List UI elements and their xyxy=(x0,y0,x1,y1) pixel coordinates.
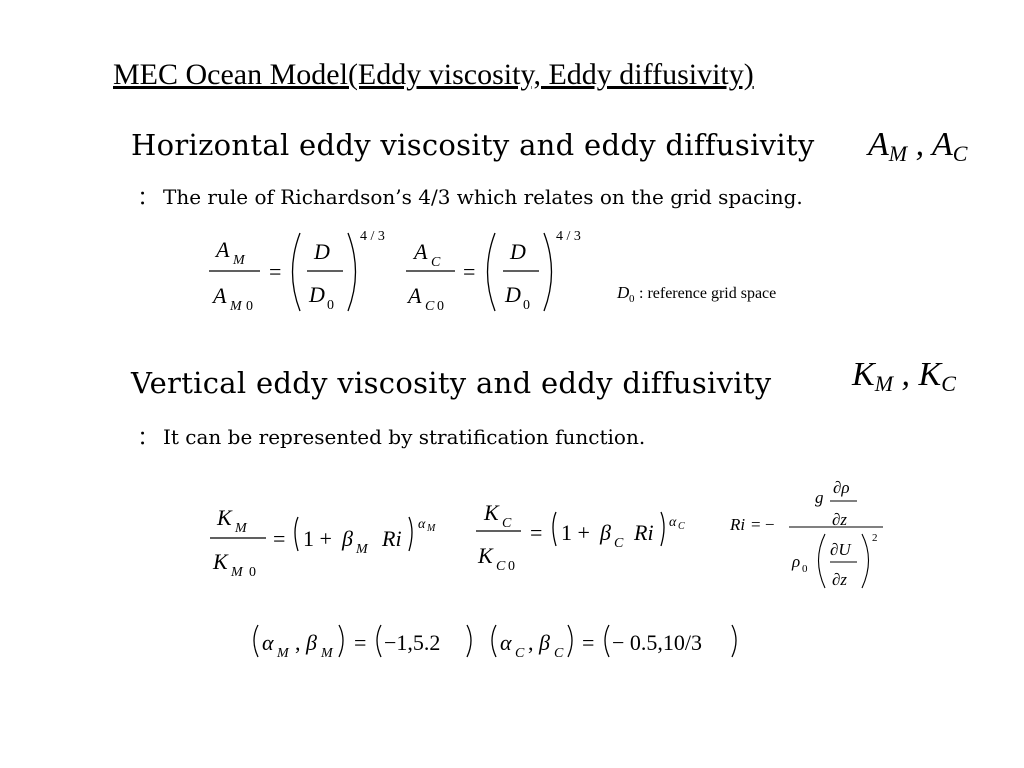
svg-text:− 0.5,10/3: − 0.5,10/3 xyxy=(612,630,703,655)
svg-text:A: A xyxy=(408,283,422,308)
svg-text:D: D xyxy=(617,283,630,302)
vertical-description: It can be represented by stratification function. xyxy=(163,425,646,449)
params-c xyxy=(492,625,736,661)
horizontal-description: The rule of Richardson’s 4/3 which relates on the grid spacing. xyxy=(163,185,803,209)
svg-text:C: C xyxy=(515,646,525,661)
svg-text:,: , xyxy=(295,630,301,655)
svg-text:D: D xyxy=(510,239,526,264)
svg-text:=: = xyxy=(354,630,367,655)
svg-text:C: C xyxy=(425,299,435,314)
slide-title: MEC Ocean Model(Eddy viscosity, Eddy diffusivity) xyxy=(113,58,754,91)
svg-text:α: α xyxy=(262,630,274,655)
svg-text:M: M xyxy=(277,646,289,661)
svg-text:=: = xyxy=(582,630,595,655)
svg-text:α: α xyxy=(418,517,426,532)
svg-text:A: A xyxy=(414,239,428,264)
equation-km xyxy=(210,505,436,580)
svg-text:Ri: Ri xyxy=(382,526,402,551)
svg-text:A: A xyxy=(216,237,230,262)
svg-text:β: β xyxy=(306,630,317,655)
svg-text:ρ: ρ xyxy=(792,552,801,571)
svg-text:Ri: Ri xyxy=(634,520,654,545)
svg-text:= −: = − xyxy=(751,515,775,534)
svg-text:0: 0 xyxy=(508,559,515,574)
svg-text:4 / 3: 4 / 3 xyxy=(556,229,581,244)
svg-text:K: K xyxy=(213,549,228,574)
svg-text:C: C xyxy=(431,255,441,270)
svg-text:C: C xyxy=(496,559,506,574)
reference-note xyxy=(616,283,776,305)
svg-text:0: 0 xyxy=(249,565,256,580)
equation-kc xyxy=(476,500,685,574)
svg-text:2: 2 xyxy=(872,532,878,544)
svg-text:β: β xyxy=(539,630,550,655)
svg-text:K: K xyxy=(484,500,499,525)
equation-am xyxy=(209,229,385,314)
svg-text:: reference grid space: : reference grid space xyxy=(639,285,777,302)
svg-text:0: 0 xyxy=(523,298,530,313)
equation-ri xyxy=(729,478,883,589)
svg-text:C: C xyxy=(678,521,685,532)
horizontal-heading: Horizontal eddy viscosity and eddy diffusivity xyxy=(131,128,815,162)
svg-text:D: D xyxy=(314,239,330,264)
svg-text:0: 0 xyxy=(437,299,444,314)
svg-text:∂z: ∂z xyxy=(832,570,848,589)
params-m xyxy=(254,625,471,661)
svg-text:β: β xyxy=(600,520,611,545)
svg-text:−1,5.2: −1,5.2 xyxy=(384,630,441,655)
svg-text:4 / 3: 4 / 3 xyxy=(360,229,385,244)
svg-text:M: M xyxy=(230,299,242,314)
svg-text:K: K xyxy=(217,505,232,530)
svg-text:M: M xyxy=(233,253,245,268)
vertical-symbols: $K_M$ , $K_C$ xyxy=(852,356,956,396)
svg-text:C: C xyxy=(614,536,624,551)
svg-text:M: M xyxy=(427,523,436,534)
svg-text:M: M xyxy=(356,542,368,557)
svg-text:,: , xyxy=(528,630,534,655)
svg-text:β: β xyxy=(342,526,353,551)
svg-text:∂z: ∂z xyxy=(832,510,848,529)
vertical-heading: Vertical eddy viscosity and eddy diffusivity xyxy=(131,366,772,400)
svg-text:=: = xyxy=(273,526,286,551)
svg-text:M: M xyxy=(321,646,333,661)
svg-text:M: M xyxy=(231,565,243,580)
svg-text:1 +: 1 + xyxy=(303,526,332,551)
svg-text:A: A xyxy=(213,283,227,308)
svg-text:D: D xyxy=(505,282,521,307)
svg-text:M: M xyxy=(235,521,247,536)
svg-text:∂U: ∂U xyxy=(830,540,851,559)
svg-text:∂ρ: ∂ρ xyxy=(833,478,850,497)
colon-mark: ： xyxy=(137,183,161,211)
svg-text:K: K xyxy=(478,543,493,568)
colon-mark: ： xyxy=(137,423,161,451)
svg-text:C: C xyxy=(554,646,564,661)
svg-text:D: D xyxy=(309,282,325,307)
svg-text:0: 0 xyxy=(246,299,253,314)
svg-text:=: = xyxy=(463,259,476,284)
horizontal-symbols: $A_M$ , $A_C$ xyxy=(868,126,968,166)
svg-text:C: C xyxy=(502,516,512,531)
equation-ac xyxy=(406,229,581,314)
svg-text:Ri: Ri xyxy=(730,515,746,534)
svg-text:=: = xyxy=(530,520,543,545)
svg-text:0: 0 xyxy=(802,563,808,575)
svg-text:1 +: 1 + xyxy=(561,520,590,545)
svg-text:α: α xyxy=(500,630,512,655)
svg-text:α: α xyxy=(669,515,677,530)
svg-text:0: 0 xyxy=(629,293,635,305)
svg-text:=: = xyxy=(269,259,282,284)
svg-text:g: g xyxy=(815,488,824,507)
svg-text:0: 0 xyxy=(327,298,334,313)
